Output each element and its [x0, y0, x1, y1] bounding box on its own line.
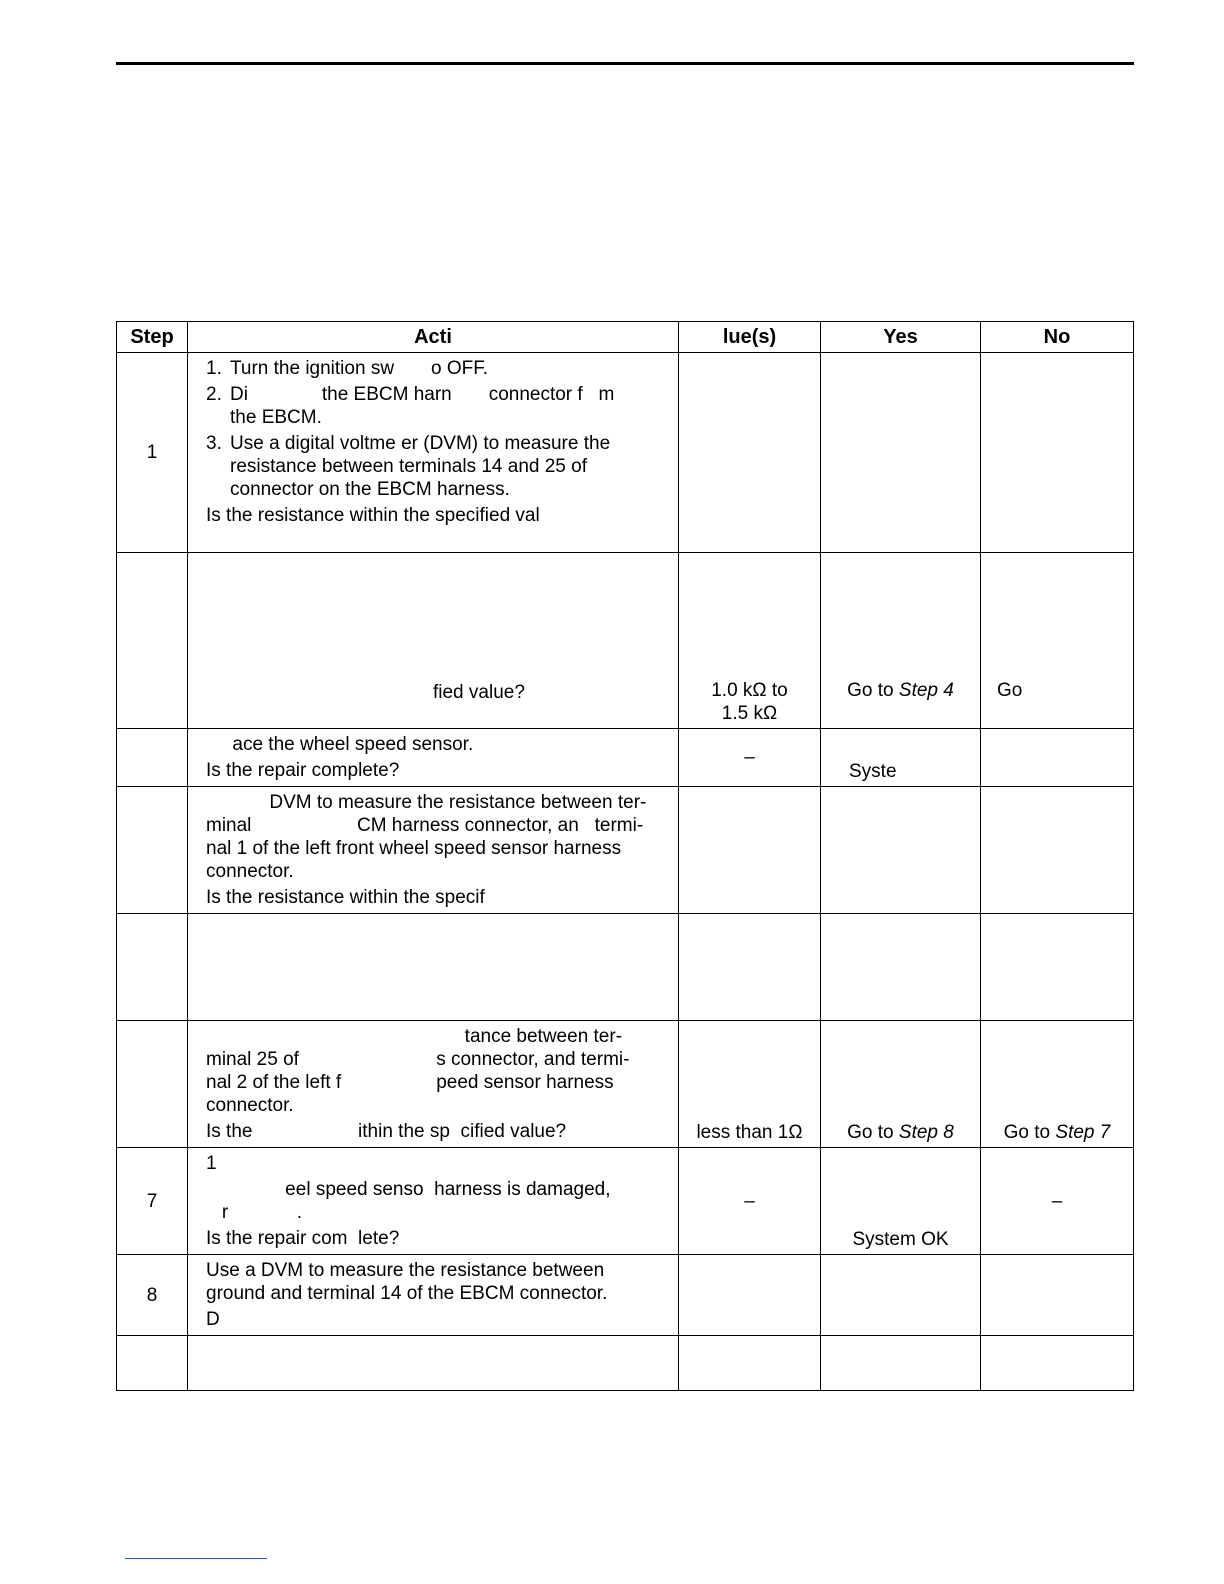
- value-cell: [679, 787, 821, 914]
- no-text: Go to: [1003, 1122, 1056, 1143]
- value-cell: [679, 1148, 821, 1255]
- table-header-row: [117, 322, 1134, 353]
- value-cell: [679, 553, 821, 729]
- yes-cell: [821, 1021, 981, 1148]
- spec-value: 1.0 kΩ to 1.5 kΩ: [711, 680, 788, 724]
- yes-step-link[interactable]: Step 4: [898, 680, 954, 701]
- table-row: [117, 553, 1134, 729]
- yes-cell: [821, 1148, 981, 1255]
- value-cell: [679, 353, 821, 553]
- spec-value: –: [744, 1190, 755, 1212]
- value-cell: [679, 1336, 821, 1391]
- action-item: [206, 383, 668, 429]
- table-row: [117, 787, 1134, 914]
- action-cell: [188, 1255, 679, 1336]
- footer-link-underline: [125, 1558, 267, 1559]
- step-number: [117, 729, 188, 787]
- no-action: [981, 1121, 1133, 1144]
- no-cell: [981, 1336, 1134, 1391]
- no-cell: [981, 1021, 1134, 1148]
- value-cell: [679, 729, 821, 787]
- header-step: Step: [117, 322, 188, 353]
- action-item: [206, 432, 668, 501]
- yes-action: [821, 679, 980, 702]
- table-row: [117, 914, 1134, 1021]
- no-cell: [981, 787, 1134, 914]
- action-cell: [188, 1336, 679, 1391]
- step-number: 7: [117, 1148, 188, 1255]
- header-values: lue(s): [679, 322, 821, 353]
- no-cell: [981, 553, 1134, 729]
- spec-value: less than 1Ω: [696, 1122, 803, 1143]
- step-number: [117, 1021, 188, 1148]
- yes-text: Syste: [849, 761, 897, 782]
- table-row: [117, 1148, 1134, 1255]
- item-text: Di the EBCM harn connector f m the EBCM.: [230, 384, 615, 428]
- no-text: –: [1051, 1190, 1063, 1212]
- table-row: [117, 1021, 1134, 1148]
- action-question: Is the resistance within the specif: [206, 887, 485, 908]
- step-number: [117, 787, 188, 914]
- action-question: Is the repair complete?: [206, 760, 400, 781]
- action-cell: [188, 914, 679, 1021]
- diagnostic-table: [116, 321, 1134, 1391]
- step-number: [117, 1336, 188, 1391]
- step-number: 1: [117, 353, 188, 553]
- no-cell: [981, 1148, 1134, 1255]
- yes-cell: [821, 1255, 981, 1336]
- spec-value: –: [744, 747, 755, 768]
- action-line: 1: [206, 1153, 217, 1174]
- table-row: [117, 1336, 1134, 1391]
- step-number: [117, 914, 188, 1021]
- value-cell: [679, 1021, 821, 1148]
- yes-cell: [821, 553, 981, 729]
- action-item: [206, 357, 668, 380]
- action-line: ace the wheel speed sensor.: [206, 734, 474, 755]
- action-line: eel speed senso harness is damaged, r .: [221, 1179, 611, 1223]
- action-line: tance between ter- minal 25 of s connector, and termi- nal 2 of the left f peed sensor harness connector.: [206, 1026, 630, 1116]
- step-number: [117, 553, 188, 729]
- action-cell: [188, 353, 679, 553]
- yes-text: Go to: [847, 680, 899, 701]
- action-cell: [188, 729, 679, 787]
- action-cell: [188, 1021, 679, 1148]
- yes-text: Go to: [847, 1122, 899, 1143]
- yes-cell: [821, 729, 981, 787]
- header-yes: Yes: [821, 322, 981, 353]
- yes-cell: [821, 353, 981, 553]
- header-action: Acti: [188, 322, 679, 353]
- no-cell: [981, 729, 1134, 787]
- action-question: Is the repair com lete?: [206, 1228, 400, 1249]
- yes-cell: [821, 914, 981, 1021]
- no-cell: [981, 353, 1134, 553]
- no-cell: [981, 914, 1134, 1021]
- item-text: Use a digital voltme er (DVM) to measure the resistance between terminals 14 and 25 of connector on the EBCM harness.: [230, 433, 611, 500]
- action-line: Use a DVM to measure the resistance between ground and terminal 14 of the EBCM connector.: [206, 1260, 608, 1304]
- no-cell: [981, 1255, 1134, 1336]
- item-text: Turn the ignition sw o OFF.: [230, 358, 489, 379]
- action-question: Is the ithin the sp cified value?: [206, 1121, 567, 1142]
- table-row: [117, 1255, 1134, 1336]
- item-number: 2.: [206, 384, 222, 405]
- header-no: No: [981, 322, 1134, 353]
- action-question: fied value?: [206, 682, 525, 703]
- action-cell: [188, 787, 679, 914]
- step-number: 8: [117, 1255, 188, 1336]
- yes-cell: [821, 1336, 981, 1391]
- item-number: 3.: [206, 433, 222, 454]
- table-row: [117, 353, 1134, 553]
- no-step-link[interactable]: Step 7: [1055, 1122, 1111, 1143]
- yes-action: [821, 1121, 980, 1144]
- action-question: D: [206, 1309, 220, 1330]
- yes-step-link[interactable]: Step 8: [898, 1122, 954, 1143]
- table-row: [117, 729, 1134, 787]
- yes-cell: [821, 787, 981, 914]
- action-cell: [188, 553, 679, 729]
- header-rule: [116, 62, 1134, 65]
- value-cell: [679, 1255, 821, 1336]
- value-cell: [679, 914, 821, 1021]
- yes-text: System OK: [852, 1229, 949, 1250]
- action-line: DVM to measure the resistance between ter- minal CM harness connector, an termi- nal 1 of the left front wheel speed sensor harness connector.: [206, 792, 647, 882]
- action-cell: [188, 1148, 679, 1255]
- no-text: Go: [997, 680, 1023, 701]
- item-number: 1.: [206, 358, 222, 379]
- action-question: Is the resistance within the specified val: [206, 505, 540, 526]
